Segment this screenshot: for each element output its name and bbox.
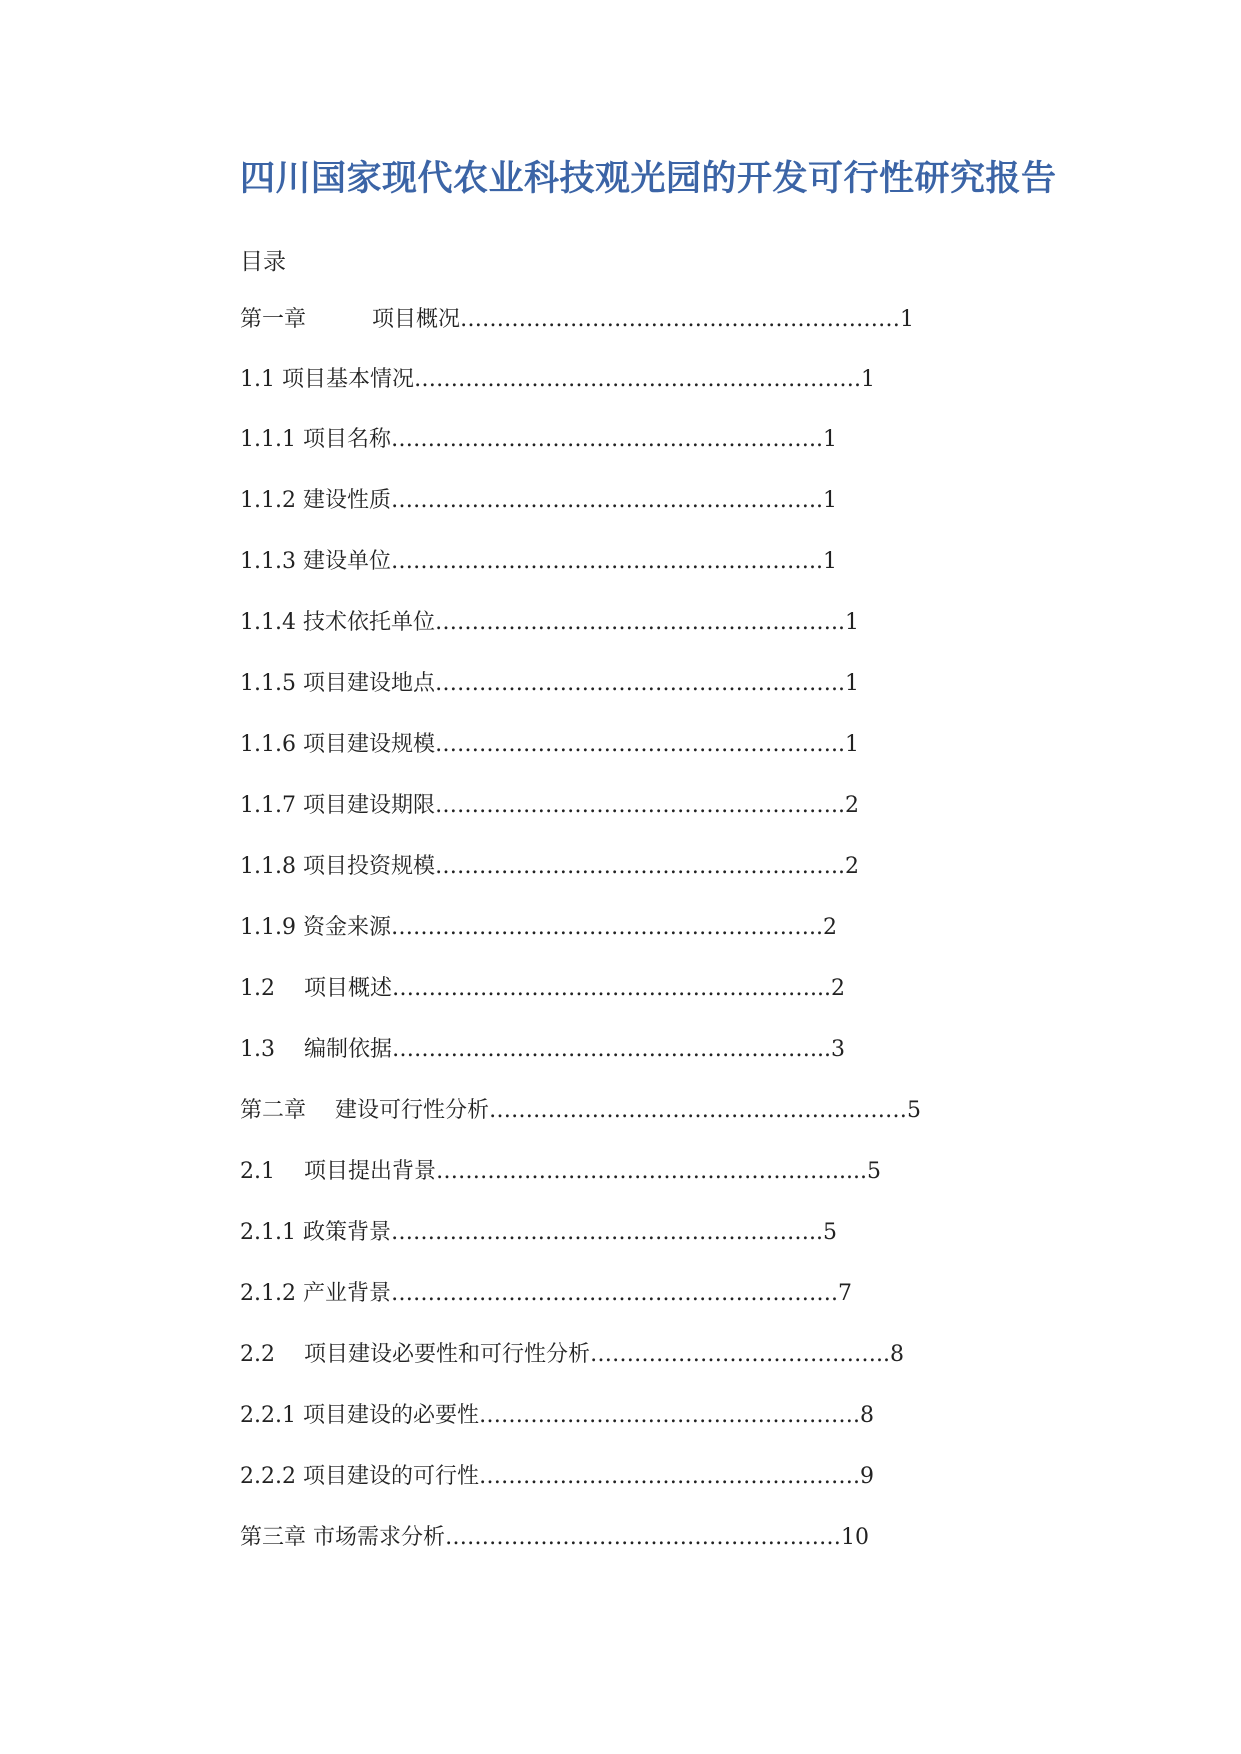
toc-entry-text: 1.1.5 项目建设地点………………………………………………..1 [240,671,859,696]
toc-entry[interactable] [240,1218,837,1248]
toc-entry-text: 第二章 建设可行性分析…………………………………………………5 [240,1098,921,1123]
toc-entry-text: 1.1.3 建设单位…………………………………………………..1 [240,549,837,574]
toc-entry[interactable] [240,365,875,395]
toc-entry-text: 1.3 编制依据…………………………………………………...3 [240,1037,845,1062]
toc-entry[interactable] [240,1035,845,1065]
toc-entry[interactable] [240,974,845,1004]
document-title: 四川国家现代农业科技观光园的开发可行性研究报告 [240,158,1057,199]
toc-entry[interactable] [240,1401,874,1431]
toc-entry-text: 2.1 项目提出背景……………………………………………….....5 [240,1159,881,1184]
toc-entry[interactable] [240,608,859,638]
toc-entry-text: 1.1.6 项目建设规模………………………………………………..1 [240,732,859,757]
toc-entry-text: 2.2.2 项目建设的可行性…………………………………………….9 [240,1464,874,1489]
toc-entry-text: 1.1.9 资金来源…………………………………………………..2 [240,915,837,940]
toc-entry-text: 1.1.7 项目建设期限………………………………………………..2 [240,793,859,818]
toc-entry-text: 1.1.8 项目投资规模………………………………………………..2 [240,854,859,879]
toc-entry[interactable] [240,425,837,455]
toc-entry[interactable] [240,791,859,821]
toc-entry[interactable] [240,852,859,882]
toc-entry[interactable] [240,730,859,760]
toc-entry-text: 第一章 项目概况……………………………………………………1 [240,307,914,332]
toc-entry-text: 2.2.1 项目建设的必要性…………………………………………….8 [240,1403,874,1428]
toc-entry-text: 1.1.2 建设性质…………………………………………………..1 [240,488,837,513]
toc-entry[interactable] [240,669,859,699]
toc-entry-text: 1.1 项目基本情况…………………………………………………….1 [240,367,875,392]
toc-entry[interactable] [240,1096,921,1126]
toc-entry[interactable] [240,547,837,577]
toc-entry-text: 2.2 项目建设必要性和可行性分析…………………………………..8 [240,1342,904,1367]
toc-entry[interactable] [240,305,914,335]
toc-entry-text: 1.1.4 技术依托单位………………………………………………..1 [240,610,859,635]
toc-entry-text: 2.1.2 产业背景…………………………………………………….7 [240,1281,852,1306]
toc-entry[interactable] [240,1462,874,1492]
toc-entry[interactable] [240,1279,852,1309]
toc-entry[interactable] [240,1523,869,1553]
toc-entry[interactable] [240,1340,904,1370]
toc-entry-text: 1.2 项目概述…………………………………………………...2 [240,976,845,1001]
toc-entry-text: 1.1.1 项目名称…………………………………………………..1 [240,427,837,452]
toc-entry[interactable] [240,1157,881,1187]
toc-entry[interactable] [240,486,837,516]
toc-entry-text: 第三章 市场需求分析………………………………………………10 [240,1525,869,1550]
toc-heading: 目录 [240,249,286,275]
toc-entry[interactable] [240,913,837,943]
toc-entry-text: 2.1.1 政策背景…………………………………………………..5 [240,1220,837,1245]
